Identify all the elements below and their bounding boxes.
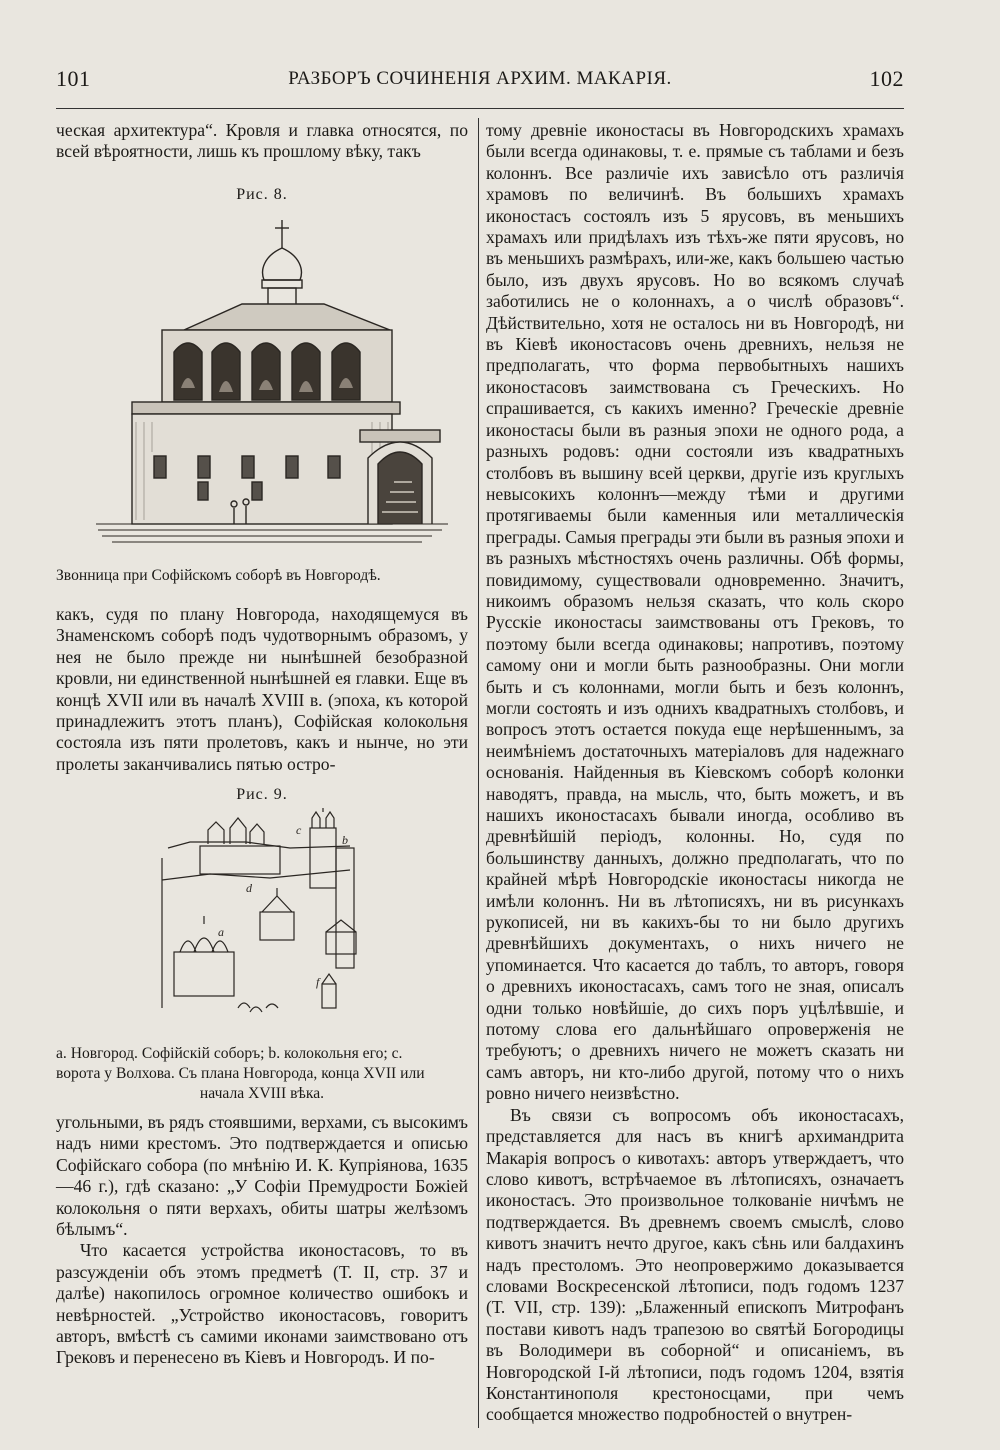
left-paragraph-1: ческая архитектура“. Кровля и главка относятся, по всей вѣроятности, лишь къ прошлому вѣку, такъ: [56, 120, 468, 162]
left-column-text-2: [56, 604, 468, 775]
left-column-text-1: [56, 120, 468, 163]
svg-text:f: f: [316, 975, 320, 989]
header-rule: [56, 108, 904, 109]
svg-text:a: a: [218, 925, 224, 939]
figure-9-caption-line-2: ворота у Волхова. Съ плана Новгорода, конца XVII или: [56, 1065, 425, 1082]
right-paragraph-2: Въ связи съ вопросомъ объ иконостасахъ, представляется для насъ въ книгѣ архимандрита Макарія вопросъ о кивотахъ: авторъ утверждаетъ, что слово кивотъ, встрѣчаемое въ лѣтописяхъ, означаетъ иконостасъ. Это произвольное толкованіе ничѣмъ не подтверждается. Въ древнемъ своемъ смыслѣ, слово кивотъ значитъ нечто другое, какъ сѣнь или балдахинъ надъ престоломъ. Это неопровержимо доказывается словами Воскресенской лѣтописи, подъ годомъ 1237 (Т. VII, стр. 139): „Блаженный епископъ Митрофанъ постави кивотъ надъ трапезою во святѣй Богородицы въ Володимери въ соборной“ и описаніемъ, въ Новгородской I-й лѣтописи, подъ годомъ 1204, взятія Константинополя крестоносцами, при чемъ сообщается множество подробностей о внутрен-: [486, 1104, 904, 1425]
figure-9-caption-line-3: начала XVIII вѣка.: [199, 1085, 325, 1102]
right-column-text: [486, 120, 904, 1426]
running-title: РАЗБОРЪ СОЧИНЕНІЯ АРХИМ. МАКАРІЯ.: [288, 68, 672, 89]
column-divider: [478, 118, 479, 1428]
figure-9-caption-line-1: a. Новгород. Софійскій соборъ; b. колокольня его; c.: [56, 1045, 403, 1062]
svg-text:c: c: [296, 823, 302, 837]
svg-text:d: d: [246, 881, 252, 895]
page-number-right: 102: [869, 66, 904, 91]
figure-8-caption: Звонница при Софійскомъ соборѣ въ Новгородѣ.: [56, 567, 381, 584]
figure-8-title: Рис. 8.: [236, 186, 288, 203]
running-header: [56, 66, 904, 96]
left-paragraph-4: Что касается устройства иконостасовъ, то въ разсужденіи объ этомъ предметѣ (Т. II, стр. 37 и далѣе) накопилось огромное количество ошибокъ и невѣрностей. „Устройство иконостасовъ, говоритъ авторъ, вмѣстѣ съ самими иконами заимствовано отъ Грековъ и перенесено въ Кіевъ и Новгородъ. И по-: [56, 1240, 468, 1368]
left-column-text-3: [56, 1112, 468, 1369]
left-paragraph-2: какъ, судя по плану Новгорода, находящемуся въ Знаменскомъ соборѣ подъ чудотворнымъ образомъ, у нея не было прежде ни нынѣшней безобразной кровли, ни единственной нынѣшней ея главки. Еще въ концѣ XVII или въ началѣ XVIII в. (эпоха, къ которой принадлежитъ этотъ планъ), Софійская колокольня состояла изъ пяти пролетовъ, какъ и нынче, но эти пролеты заканчивались пятью остро-: [56, 604, 468, 774]
left-paragraph-3: угольными, въ рядъ стоявшими, верхами, съ высокимъ надъ ними крестомъ. Это подтверждается и описью Софійскаго собора (по мнѣнію И. К. Купріянова, 1635—46 г.), гдѣ сказано: „У Софіи Премудрости Божіей колокольня о пяти верхахъ, обиты шатры желѣзомъ бѣлымъ“.: [56, 1112, 468, 1240]
figure-9-plan-sketch: [150, 808, 370, 1028]
svg-text:b: b: [342, 833, 348, 847]
figure-9-caption: [56, 1044, 468, 1104]
figure-9-title: Рис. 9.: [236, 786, 288, 803]
right-paragraph-1: тому древніе иконостасы въ Новгородскихъ храмахъ были всегда одинаковы, т. е. прямые съ таблами и безъ колоннъ. Все различіе ихъ зависѣло отъ различія храмовъ по величинѣ. Въ большихъ храмахъ иконостасъ состоялъ изъ 5 ярусовъ, въ меньшихъ храмахъ или придѣлахъ изъ тѣхъ-же пяти ярусовъ, но въ меньшихъ размѣрахъ, или-же, какъ большею частью было, изъ двухъ ярусовъ. Но во всякомъ случаѣ заботились не о колоннахъ, а о числѣ образовъ“. Дѣйствительно, хотя не осталось ни въ Новгородѣ, ни въ Кіевѣ иконостасовъ очень древнихъ, нельзя не предполагать, что форма первобытныхъ нашихъ иконостасовъ заимствована съ Греческихъ. Но спрашивается, съ какихъ именно? Греческіе древніе иконостасы были въ разныя эпохи не одного рода, а разныхъ родовъ: одни состояли изъ квадратныхъ столбовъ въ вышину всей церкви, другіе изъ круглыхъ невысокихъ колоннъ—между тѣми и другими протягиваемы были каменныя или металлическія преграды. Самыя преграды эти были въ разныя эпохи и въ разныхъ мѣстностяхъ очень различны. Обѣ формы, повидимому, существовали одновременно. Значитъ, никоимъ образомъ нельзя сказать, что коль скоро Русскіе иконостасы заимствованы отъ Грековъ, то поэтому были всегда одинаковы; напротивъ, поэтому самому они и могли быть разнообразны. Они могли быть и съ колоннами, могли быть и безъ колоннъ, могли состоять и изъ однихъ квадратныхъ столбовъ, и вопросъ этотъ остается покуда еще нерѣшеннымъ, за неимѣніемъ достаточныхъ матеріаловъ для надежнаго основанія. Найденныя въ Кіевскомъ соборѣ колонки наводятъ, правда, на мысль, что, быть можетъ, и въ нашихъ иконостасахъ бывали иногда, особливо въ древнѣйшій періодъ, колонны. Но, судя по большинству данныхъ, должно предполагать, что по крайней мѣрѣ Новгородскіе иконостасы никогда не имѣли колоннъ. Ни въ лѣтописяхъ, ни въ рисункахъ рукописей, ни въ какихъ-бы то ни было другихъ древнѣйшихъ документахъ, о нихъ ничего не упоминается. Что касается до таблъ, то авторъ, говоря о древнихъ иконостасахъ, самъ того не зная, описалъ одни только новѣйшіе, до сихъ поръ уцѣлѣвшіе, и потому слова его дальнѣйшаго опроверженія не требуютъ; о древнихъ ничего не можетъ сказать ни самъ авторъ, ни кто-либо другой, потому что о нихъ ровно ничего неизвѣстно.: [486, 120, 904, 1104]
page-number-left: 101: [56, 66, 91, 91]
figure-8-belfry-engraving: [92, 212, 452, 562]
